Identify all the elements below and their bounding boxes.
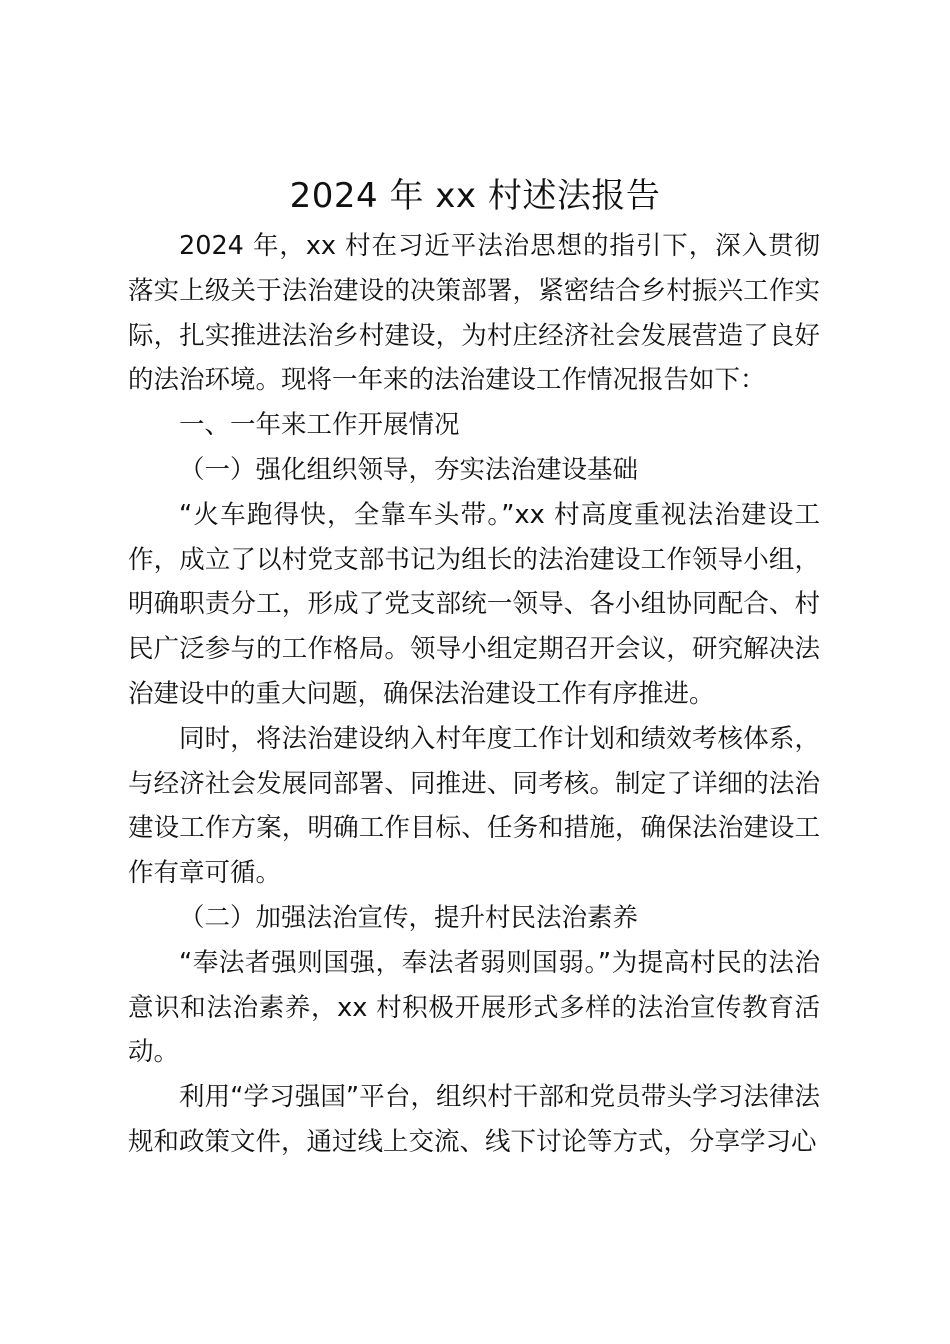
- paragraph-leadership: “火车跑得快，全靠车头带。”xx 村高度重视法治建设工作，成立了以村党支部书记为组长的法治建设工作领导小组，明确职责分工，形成了党支部统一领导、各小组协同配合、村民广泛参与的工作格局。领导小组定期召开会议，研究解决法治建设中的重大问题，确保法治建设工作有序推进。: [128, 499, 820, 709]
- paragraph-planning: 同时，将法治建设纳入村年度工作计划和绩效考核体系，与经济社会发展同部署、同推进、同考核。制定了详细的法治建设工作方案，明确工作目标、任务和措施，确保法治建设工作有章可循。: [128, 723, 820, 889]
- section-heading-1: 一、一年来工作开展情况: [179, 410, 460, 441]
- document-body: [128, 224, 820, 1165]
- document-title: 2024 年 xx 村述法报告: [289, 176, 661, 216]
- paragraph-intro: 2024 年，xx 村在习近平法治思想的指引下，深入贯彻落实上级关于法治建设的决策部署，紧密结合乡村振兴工作实际，扎实推进法治乡村建设，为村庄经济社会发展营造了良好的法治环境。现将一年来的法治建设工作情况报告如下：: [128, 231, 820, 396]
- subsection-heading-2: （二）加强法治宣传，提升村民法治素养: [179, 902, 639, 933]
- paragraph-study-platform: 利用“学习强国”平台，组织村干部和党员带头学习法律法规和政策文件，通过线上交流、线下讨论等方式，分享学习心: [128, 1082, 820, 1157]
- paragraph-publicity: “奉法者强则国强，奉法者弱则国弱。”为提高村民的法治意识和法治素养，xx 村积极开展形式多样的法治宣传教育活动。: [128, 947, 820, 1068]
- subsection-heading-1: （一）强化组织领导，夯实法治建设基础: [179, 454, 639, 485]
